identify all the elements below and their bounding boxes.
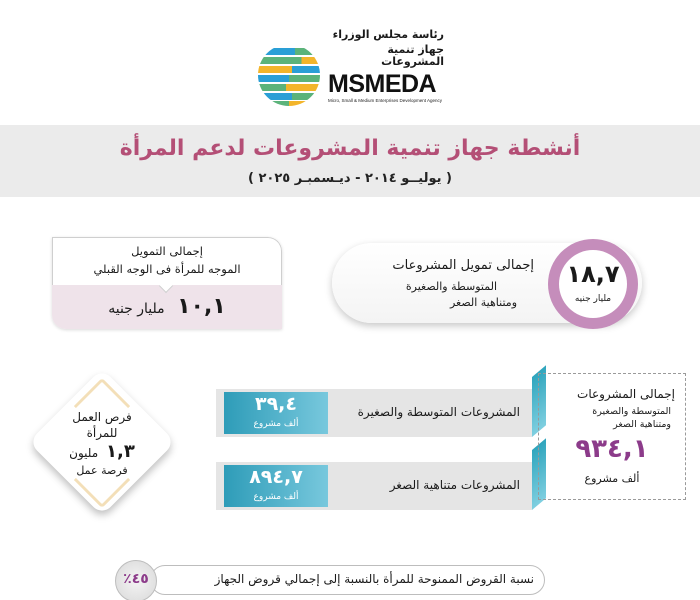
medium-small-label: المشروعات المتوسطة والصغيرة bbox=[357, 405, 520, 419]
micro-value: ٨٩٤,٧ bbox=[249, 466, 303, 488]
total-projects-label-line2: المتوسطة والصغيرة bbox=[592, 406, 671, 417]
value-box bbox=[224, 465, 328, 507]
jobs-value: ١,٣ bbox=[106, 441, 135, 462]
card-label-line1: إجمالى التمويل bbox=[131, 244, 203, 258]
date-range: ( يوليــو ٢٠١٤ - ديـسمبـر ٢٠٢٥ ) bbox=[248, 171, 452, 186]
card-label-line2: الموجه للمرأة فى الوجه القبلي bbox=[93, 262, 241, 276]
pill-label-line2: المتوسطة والصغيرة bbox=[405, 280, 497, 293]
total-projects-value: ٩٣٤,١ bbox=[575, 434, 649, 464]
medium-small-unit: ألف مشروع bbox=[253, 419, 299, 429]
logo-agency-line2: المشروعات bbox=[381, 55, 444, 68]
jobs-diamond bbox=[38, 378, 166, 506]
funding-value: ١٠,١ bbox=[177, 294, 226, 319]
jobs-value-row bbox=[38, 441, 166, 462]
circle-inner bbox=[559, 250, 627, 318]
pill-label-line3: ومتناهية الصغر bbox=[449, 296, 517, 309]
value-box bbox=[224, 392, 328, 434]
jobs-label-line2: للمرأة bbox=[86, 426, 118, 440]
upper-egypt-funding-card bbox=[52, 237, 282, 329]
globe-logo-icon bbox=[258, 44, 320, 106]
page-title: أنشطة جهاز تنمية المشروعات لدعم المرأة bbox=[119, 136, 581, 161]
micro-projects-bar bbox=[216, 462, 532, 510]
card-header bbox=[52, 237, 282, 285]
total-funding-circle bbox=[548, 239, 638, 329]
medium-small-projects-bar bbox=[216, 389, 532, 437]
card-value-row bbox=[52, 294, 282, 319]
total-projects-label-line1: إجمالى المشروعات bbox=[577, 387, 675, 401]
total-projects-label-line3: ومتناهية الصغر bbox=[613, 419, 671, 430]
loan-share-value: ٪٤٥ bbox=[123, 571, 149, 587]
logo-english-subtitle: Micro, Small & Medium Enterprises Development Agency bbox=[328, 98, 443, 103]
micro-unit: ألف مشروع bbox=[253, 492, 299, 502]
loan-share-bar bbox=[150, 565, 545, 595]
micro-label: المشروعات متناهية الصغر bbox=[389, 478, 520, 492]
msmeda-logo bbox=[258, 18, 448, 108]
logo-english-name: MSMEDA bbox=[328, 70, 437, 98]
medium-small-value: ٣٩,٤ bbox=[254, 393, 297, 415]
logo-agency-line1: جهاز تنمية bbox=[387, 43, 444, 56]
loan-share-label: نسبة القروض الممنوحة للمرأة بالنسبة إلى إجمالي قروض الجهاز bbox=[214, 572, 534, 586]
jobs-label-line4: فرصة عمل bbox=[76, 464, 128, 477]
total-funding-unit: مليار جنيه bbox=[574, 294, 612, 304]
jobs-label-line1: فرص العمل bbox=[72, 410, 132, 424]
total-funding-value: ١٨,٧ bbox=[566, 260, 620, 288]
jobs-value-unit: مليون bbox=[69, 446, 99, 460]
total-projects-box bbox=[538, 373, 686, 500]
funding-unit: مليار جنيه bbox=[108, 301, 165, 317]
loan-share-circle bbox=[115, 560, 157, 600]
logo-agency-arabic bbox=[381, 44, 444, 68]
logo-cabinet-text: رئاسة مجلس الوزراء bbox=[332, 28, 444, 41]
pill-label-line1: إجمالى تمويل المشروعات bbox=[392, 258, 534, 273]
total-projects-unit: ألف مشروع bbox=[584, 472, 640, 485]
